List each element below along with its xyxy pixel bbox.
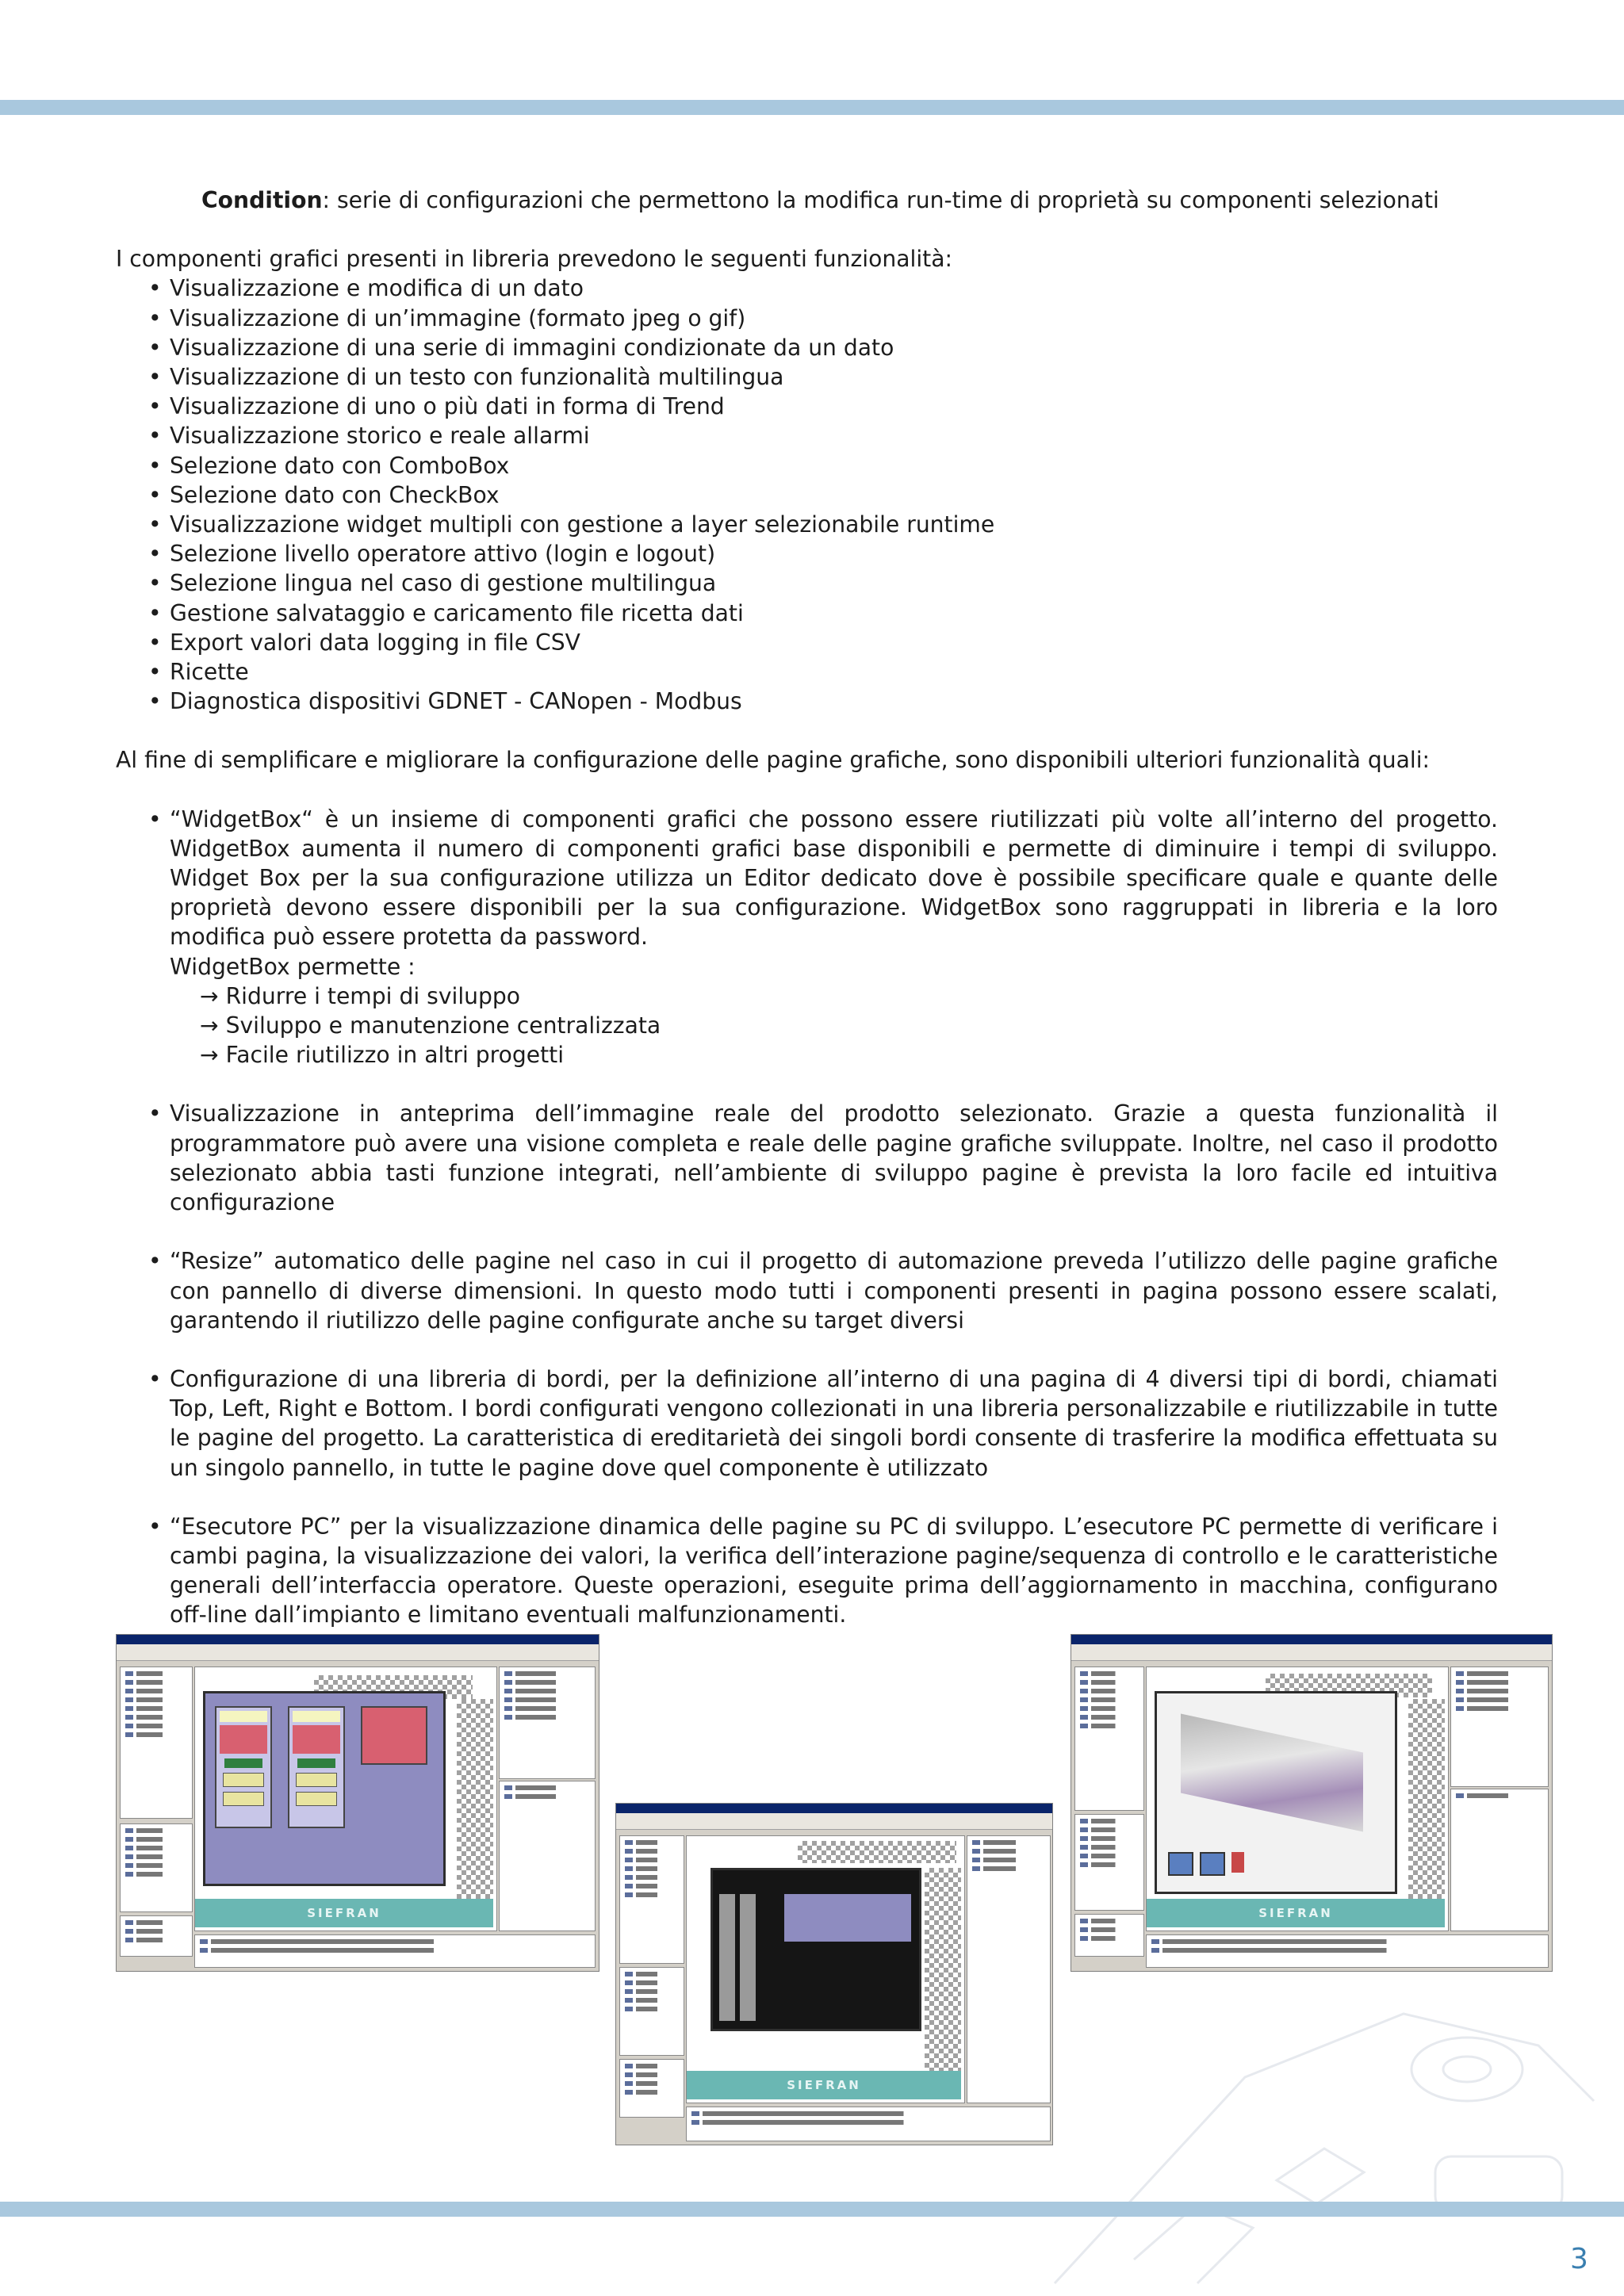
features-intro: Al fine di semplificare e migliorare la configurazione delle pagine grafiche, sono disponibili ulteriori funzionalità quali: <box>116 747 1431 774</box>
list-item: • Selezione livello operatore attivo (login e logout) <box>116 539 1498 568</box>
condition-line <box>116 186 1498 215</box>
list-item: • Diagnostica dispositivi GDNET - CANopen - Modbus <box>116 687 1498 716</box>
borders-text: Configurazione di una libreria di bordi, per la definizione all’interno di una pagina di 4 diversi tipi di bordi, chiamati Top, Left, Right e Bottom. I bordi configurati vengono collezionati in una libreria personalizzabile e riutilizzabile in tutte le pagine del progetto. La caratteristica di ereditarietà dei singoli bordi consente di trasferire la modifica effettuata su un singolo pannello, in tutte le pagine dove quel componente è utilizzato <box>170 1365 1498 1481</box>
list-item: • Visualizzazione di un’immagine (formato jpeg o gif) <box>116 304 1498 333</box>
condition-text: : serie di configurazioni che permettono la modifica run-time di proprietà su componenti selezionati <box>322 187 1439 213</box>
components-intro: I componenti grafici presenti in libreria prevedono le seguenti funzionalità: <box>116 246 952 273</box>
widgetbox-allows: WidgetBox permette : <box>170 953 416 980</box>
preview-text: Visualizzazione in anteprima dell’immagine reale del prodotto selezionato. Grazie a questa funzionalità il programmatore può avere una visione completa e reale delle pagine grafiche sviluppate. Inoltre, nel caso il prodotto selezionato abbia tasti funzione integrati, nell’ambiente di sviluppo pagine è prevista la loro facile ed intuitiva configurazione <box>170 1100 1498 1216</box>
brand-bar: SIEFRAN <box>1147 1899 1445 1927</box>
brand-bar: SIEFRAN <box>687 2071 961 2099</box>
screenshot-widgetbox-editor <box>116 1634 599 1972</box>
list-item: • Visualizzazione di una serie di immagini condizionate da un dato <box>116 333 1498 362</box>
list-item: • Export valori data logging in file CSV <box>116 628 1498 657</box>
bottom-accent-band <box>0 2202 1624 2217</box>
screenshot-product-preview <box>615 1803 1053 2145</box>
machine-watermark <box>991 1919 1618 2291</box>
borders-paragraph: • Configurazione di una libreria di bordi, per la definizione all’interno di una pagina di 4 diversi tipi di bordi, chiamati Top, Left, Right e Bottom. I bordi configurati vengono collezionati in una libreria personalizzabile e riutilizzabile in tutte le pagine del progetto. La caratteristica di ereditarietà dei singoli bordi consente di trasferire la modifica effettuata su un singolo pannello, in tutte le pagine dove quel componente è utilizzato <box>148 1365 1498 1481</box>
list-item: → Sviluppo e manutenzione centralizzata <box>200 1011 1498 1040</box>
list-item: • Selezione dato con CheckBox <box>116 480 1498 510</box>
list-item: • Gestione salvataggio e caricamento file ricetta dati <box>116 599 1498 628</box>
list-item: • Selezione dato con ComboBox <box>116 451 1498 480</box>
widgetbox-paragraph: • “WidgetBox“ è un insieme di componenti grafici che possono essere riutilizzati più volte all’interno del progetto. WidgetBox aumenta il numero di componenti grafici base disponibili e permette di diminuire i tempi di sviluppo. Widget Box per la sua configurazione utilizza un Editor dedicato dove è possibile specificare quale e quante delle proprietà devono essere disponibili per la sua configurazione. WidgetBox sono raggruppati in libreria e la loro modifica può essere protetta da password. WidgetBox permette : <box>116 805 1498 982</box>
preview-paragraph: • Visualizzazione in anteprima dell’immagine reale del prodotto selezionato. Grazie a questa funzionalità il programmatore può avere una visione completa e reale delle pagine grafiche sviluppate. Inoltre, nel caso il prodotto selezionato abbia tasti funzione integrati, nell’ambiente di sviluppo pagine è prevista la loro facile ed intuitiva configurazione <box>148 1100 1498 1216</box>
list-item: • Visualizzazione widget multipli con gestione a layer selezionabile runtime <box>116 510 1498 539</box>
brand-bar: SIEFRAN <box>195 1899 493 1927</box>
list-item: • Visualizzazione e modifica di un dato <box>116 274 1498 303</box>
resize-paragraph: • “Resize” automatico delle pagine nel caso in cui il progetto di automazione preveda l’utilizzo delle pagine grafiche con pannello di diverse dimensioni. In questo modo tutti i componenti presenti in pagina possono essere scalati, garantendo il riutilizzo delle pagine configurate anche su target diversi <box>148 1248 1498 1334</box>
executor-text: “Esecutore PC” per la visualizzazione dinamica delle pagine su PC di sviluppo. L’esecutore PC permette di verificare i cambi pagina, la visualizzazione dei valori, la verifica dell’interazione pagine/sequenza di controllo e le caratteristiche generali dell’interfaccia operatore. Queste operazioni, eseguite prima dell’aggiornamento in macchina, configurano off-line dall’impianto e limitano eventuali malfunzionamenti. <box>170 1513 1498 1628</box>
top-accent-band <box>0 100 1624 115</box>
components-list <box>116 274 1498 716</box>
widgetbox-text: “WidgetBox“ è un insieme di componenti grafici che possono essere riutilizzati più volte all’interno del progetto. WidgetBox aumenta il numero di componenti grafici base disponibili e permette di diminuire i tempi di sviluppo. Widget Box per la sua configurazione utilizza un Editor dedicato dove è possibile specificare quale e quante delle proprietà devono essere disponibili per la sua configurazione. WidgetBox sono raggruppati in libreria e la loro modifica può essere protetta da password. <box>170 806 1498 951</box>
list-item: → Ridurre i tempi di sviluppo <box>200 982 1498 1011</box>
widgetbox-benefits <box>116 982 1498 1070</box>
executor-paragraph: • “Esecutore PC” per la visualizzazione dinamica delle pagine su PC di sviluppo. L’esecutore PC permette di verificare i cambi pagina, la visualizzazione dei valori, la verifica dell’interazione pagine/sequenza di controllo e le caratteristiche generali dell’interfaccia operatore. Queste operazioni, eseguite prima dell’aggiornamento in macchina, configurano off-line dall’impianto e limitano eventuali malfunzionamenti. <box>148 1513 1498 1628</box>
resize-text: “Resize” automatico delle pagine nel caso in cui il progetto di automazione preveda l’utilizzo delle pagine grafiche con pannello di diverse dimensioni. In questo modo tutti i componenti presenti in pagina possono essere scalati, garantendo il riutilizzo delle pagine configurate anche su target diversi <box>170 1248 1498 1334</box>
page-body <box>116 186 1498 1630</box>
list-item: • Ricette <box>116 657 1498 687</box>
page-number: 3 <box>1570 2243 1588 2275</box>
list-item: • Visualizzazione di un testo con funzionalità multilingua <box>116 362 1498 392</box>
list-item: → Facile riutilizzo in altri progetti <box>200 1040 1498 1070</box>
list-item: • Selezione lingua nel caso di gestione multilingua <box>116 568 1498 598</box>
list-item: • Visualizzazione di uno o più dati in forma di Trend <box>116 392 1498 421</box>
list-item: • Visualizzazione storico e reale allarmi <box>116 421 1498 450</box>
condition-label: Condition <box>201 187 323 213</box>
